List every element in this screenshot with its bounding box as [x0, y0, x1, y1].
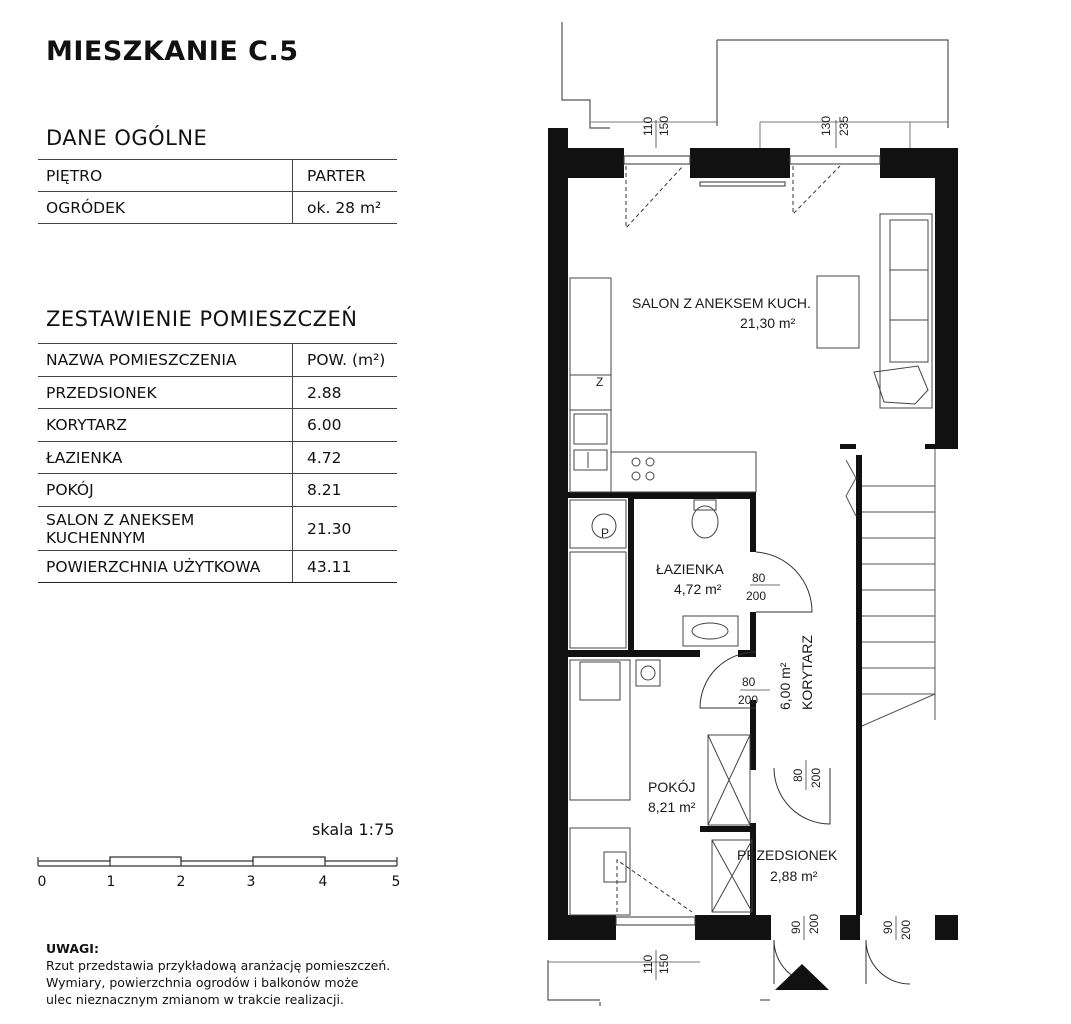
col-header-area: POW. (m²): [293, 344, 398, 377]
dim-235: 235: [837, 115, 851, 136]
floor-value: PARTER: [293, 160, 398, 192]
table-row: [38, 442, 397, 474]
room-name-line1: SALON Z ANEKSEM: [46, 510, 195, 529]
notes: [46, 940, 390, 1008]
bedroom-furniture: [570, 660, 660, 915]
total-area: 43.11: [293, 551, 398, 583]
dim-200: 200: [807, 913, 821, 934]
garden-value: ok. 28 m²: [293, 192, 398, 224]
room-name: PRZEDSIONEK: [38, 377, 293, 409]
scale-bar: [0, 850, 420, 874]
notes-line: Wymiary, powierzchnia ogrodów i balkonów może: [46, 975, 359, 990]
room-area: 8.21: [293, 474, 398, 507]
floor-plan: [530, 18, 970, 1008]
dim-150: 150: [657, 953, 671, 974]
scale-label: skala 1:75: [312, 820, 395, 839]
dim-90: 90: [789, 920, 803, 934]
dim-90: 90: [881, 920, 895, 934]
terrace-lines: [548, 122, 948, 962]
notes-line: Rzut przedstawia przykładową aranżację pomieszczeń.: [46, 958, 391, 973]
room-area: 2.88: [293, 377, 398, 409]
garden-label: OGRÓDEK: [38, 192, 293, 224]
rooms-table: [38, 343, 397, 583]
room-name: [38, 507, 293, 551]
dim-130: 130: [819, 115, 833, 136]
scale-tick-4: 4: [318, 874, 328, 890]
room-area: 4.72: [293, 442, 398, 474]
bath-mark: P: [601, 526, 610, 540]
dim-110: 110: [641, 954, 655, 974]
dim-200: 200: [738, 693, 759, 707]
total-name: POWIERZCHNIA UŻYTKOWA: [38, 551, 293, 583]
col-header-name: NAZWA POMIESZCZENIA: [38, 344, 293, 377]
room-name: KORYTARZ: [38, 409, 293, 442]
general-heading: DANE OGÓLNE: [46, 126, 208, 150]
room-name: POKÓJ: [38, 474, 293, 507]
dim-110: 110: [641, 116, 655, 136]
lazienka-name: ŁAZIENKA: [656, 561, 724, 577]
dim-150: 150: [657, 115, 671, 136]
table-row: [38, 507, 397, 551]
table-row: [38, 192, 397, 224]
table-row: [38, 377, 397, 409]
rooms-heading: ZESTAWIENIE POMIESZCZEŃ: [46, 307, 358, 331]
przedsionek-area: 2,88 m²: [770, 868, 818, 884]
scale-tick-2: 2: [176, 874, 186, 890]
salon-area: 21,30 m²: [740, 315, 796, 331]
room-name-line2: KUCHENNYM: [46, 528, 146, 547]
floor-label: PIĘTRO: [38, 160, 293, 192]
room-area: 21.30: [293, 507, 398, 551]
scale-tick-0: 0: [37, 874, 47, 890]
dim-200: 200: [746, 589, 767, 603]
table-row: [38, 409, 397, 442]
room-area: 6.00: [293, 409, 398, 442]
scale-tick-5: 5: [391, 874, 401, 890]
pokoj-area: 8,21 m²: [648, 799, 696, 815]
notes-heading: UWAGI:: [46, 941, 99, 956]
table-total-row: [38, 551, 397, 583]
dim-80: 80: [752, 571, 766, 585]
notes-line: ulec nieznacznym zmianom w trakcie realizacji.: [46, 992, 344, 1007]
scale-tick-3: 3: [246, 874, 256, 890]
pokoj-name: POKÓJ: [648, 779, 696, 795]
table-header-row: [38, 344, 397, 377]
apartment-title: MIESZKANIE C.5: [46, 36, 299, 67]
table-row: [38, 160, 397, 192]
room-name: ŁAZIENKA: [38, 442, 293, 474]
dim-80: 80: [791, 768, 805, 782]
entrance-arrow: [775, 964, 829, 990]
salon-name: SALON Z ANEKSEM KUCH.: [632, 295, 811, 311]
scale-tick-1: 1: [106, 874, 116, 890]
dim-200: 200: [809, 767, 823, 788]
table-row: [38, 474, 397, 507]
general-table: [38, 159, 397, 224]
closets: [570, 552, 752, 912]
living-furniture: [817, 214, 932, 408]
dim-200: 200: [899, 919, 913, 940]
lazienka-area: 4,72 m²: [674, 581, 722, 597]
fridge-mark: Z: [596, 375, 604, 389]
korytarz-area: 6,00 m²: [777, 662, 793, 710]
dim-80: 80: [742, 675, 756, 689]
korytarz-name: KORYTARZ: [799, 635, 815, 710]
przedsionek-name: PRZEDSIONEK: [737, 847, 838, 863]
